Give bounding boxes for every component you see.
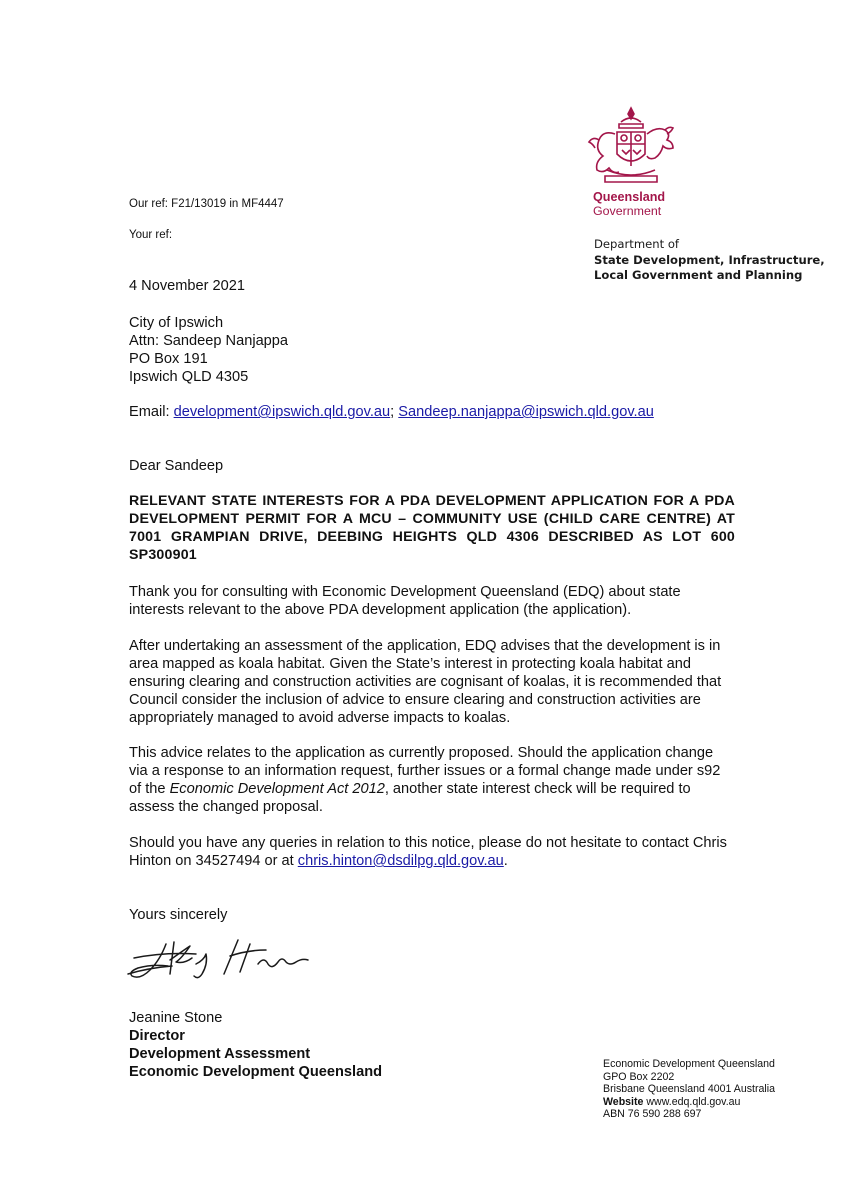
department-name-line1: State Development, Infrastructure, (594, 253, 825, 267)
act-title: Economic Development Act 2012 (169, 781, 385, 797)
email-link-chris[interactable]: chris.hinton@dsdilpg.qld.gov.au (297, 853, 504, 869)
email-link-development[interactable]: development@ipswich.qld.gov.au (173, 404, 391, 420)
recipient-line: City of Ipswich (129, 315, 224, 331)
recipient-line: PO Box 191 (129, 351, 208, 367)
salutation: Dear Sandeep (129, 458, 224, 474)
your-ref: Your ref: (129, 229, 173, 241)
coat-of-arms-icon (585, 104, 677, 190)
department-name-line2: Local Government and Planning (594, 268, 803, 282)
paragraph-intro: Thank you for consulting with Economic Development Queensland (EDQ) about state interests relevant to the above PDA development application (the application). (129, 584, 681, 618)
paragraph-assessment: After undertaking an assessment of the application, EDQ advises that the development is in area mapped as koala habitat. Given the State’s interest in protecting koala habitat and ensuring clearing and construction activities are cognisant of koalas, it is recommended that Council consider the inclusion of advice to ensure clearing and construction activities are appropriately managed to avoid adverse impacts to koalas. (129, 638, 722, 726)
letter-date: 4 November 2021 (129, 278, 246, 294)
recipient-line: Ipswich QLD 4305 (129, 369, 249, 385)
footer-city: Brisbane Queensland 4001 Australia (603, 1083, 775, 1096)
our-ref: Our ref: F21/13019 in MF4447 (129, 198, 284, 210)
footer-website-line (603, 1096, 775, 1109)
recipient-address (129, 314, 288, 386)
email-line (129, 403, 654, 421)
letter-subject: RELEVANT STATE INTERESTS FOR A PDA DEVELOPMENT APPLICATION FOR A PDA DEVELOPMENT PERMIT FOR A MCU – COMMUNITY USE (CHILD CARE CENTRE) AT 7001 GRAMPIAN DRIVE, DEEBING HEIGHTS QLD 4306 DESCRIBED AS LOT 600 SP300901 (129, 493, 735, 563)
footer-org: Economic Development Queensland (603, 1058, 775, 1070)
contact-text-end: . (503, 853, 508, 869)
footer-website: www.edq.qld.gov.au (646, 1095, 741, 1108)
queensland-government-logo (585, 104, 677, 222)
email-separator: ; (390, 404, 395, 420)
signer-title: Director (129, 1028, 185, 1044)
footer-website-label: Website (603, 1095, 644, 1108)
footer-box: GPO Box 2202 (603, 1070, 675, 1083)
advice-text-end: , another state interest check will be required to assess the changed proposal. (129, 781, 691, 815)
department-of: Department of (594, 237, 680, 251)
logo-government: Government (593, 204, 662, 218)
footer-abn: ABN 76 590 288 697 (603, 1108, 702, 1121)
signature (126, 934, 316, 990)
recipient-line: Attn: Sandeep Nanjappa (129, 333, 289, 349)
paragraph-advice (129, 744, 729, 816)
paragraph-contact (129, 834, 729, 870)
email-link-sandeep[interactable]: Sandeep.nanjappa@ipswich.qld.gov.au (398, 404, 654, 420)
signer-name: Jeanine Stone (129, 1010, 223, 1026)
footer-contact (603, 1058, 775, 1121)
advice-text-start: This advice relates to the application as currently proposed. Should the application change via a response to an information request, further issues or a formal change made under s92 of the (129, 745, 721, 797)
logo-queensland: Queensland (593, 190, 666, 204)
contact-text: Should you have any queries in relation to this notice, please do not hesitate to contact Chris Hinton on 34527494 or at (129, 835, 727, 869)
email-label: Email: (129, 404, 170, 420)
signer-unit: Development Assessment (129, 1046, 311, 1062)
signer-organisation: Economic Development Queensland (129, 1064, 383, 1080)
closing: Yours sincerely (129, 907, 228, 923)
